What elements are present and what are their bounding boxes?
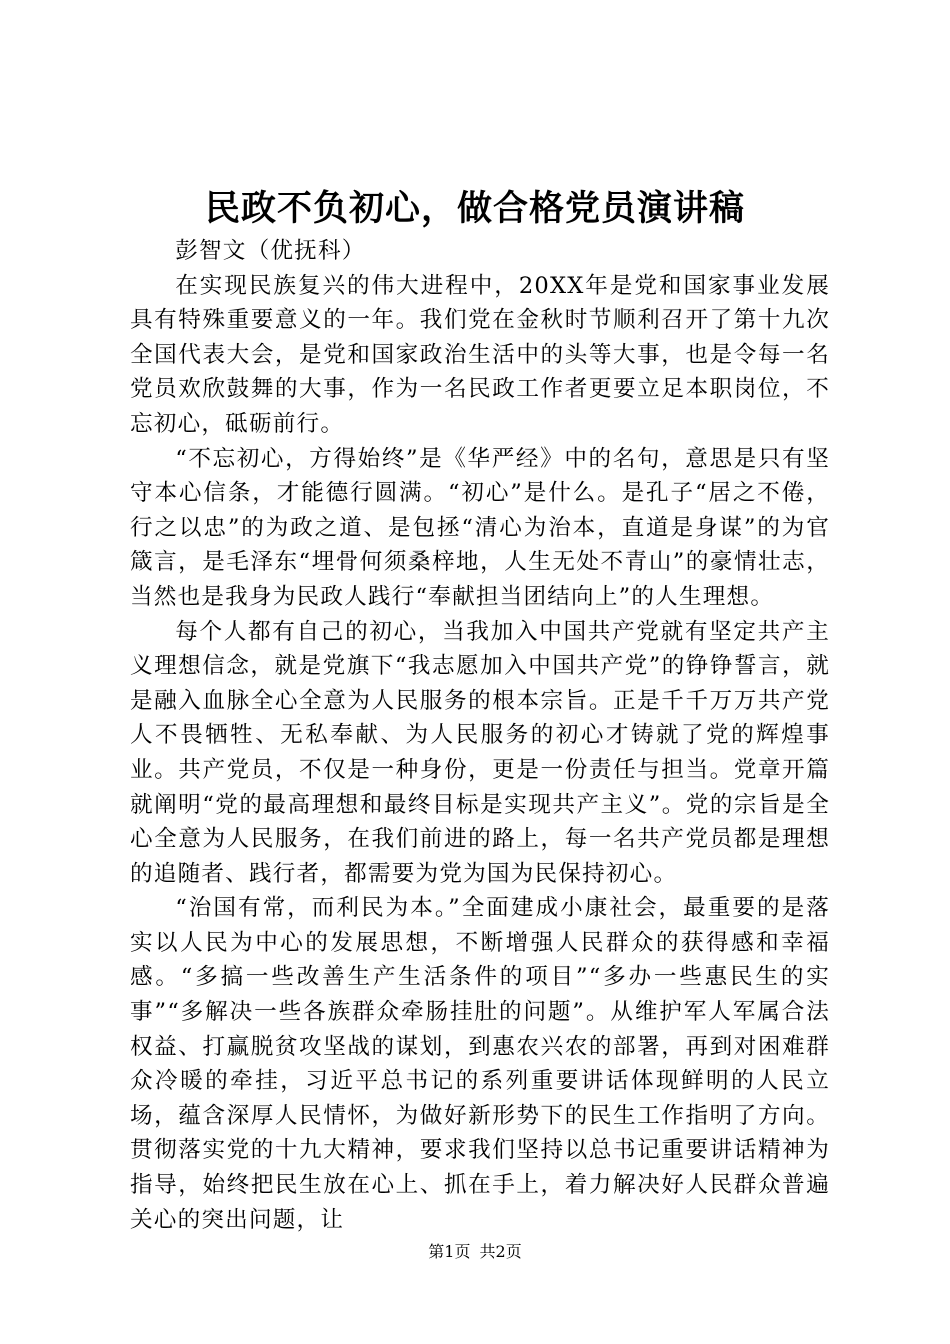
paragraph-1: 在实现民族复兴的伟大进程中，20XX年是党和国家事业发展具有特殊重要意义的一年。我们党在金秋时节顺利召开了第十九次全国代表大会，是党和国家政治生活中的头等大事，也是令每一名党员欢欣鼓舞的大事，作为一名民政工作者更要立足本职岗位，不忘初心，砥砺前行。 [130,272,830,437]
page-total: 共2页 [479,1242,522,1261]
paragraph-4: “治国有常，而利民为本。”全面建成小康社会，最重要的是落实以人民为中心的发展思想，不断增强人民群众的获得感和幸福感。“多搞一些改善生产生活条件的项目”“多办一些惠民生的实事”“多解决一些各族群众牵肠挂肚的问题”。从维护军人军属合法权益、打赢脱贫攻坚战的谋划，到惠农兴农的部署，再到对困难群众冷暖的牵挂，习近平总书记的系列重要讲话体现鲜明的人民立场，蕴含深厚人民情怀，为做好新形势下的民生工作指明了方向。贯彻落实党的十九大精神，要求我们坚持以总书记重要讲话精神为指导，始终把民生放在心上、抓在手上，着力解决好人民群众普遍关心的突出问题，让 [130,895,830,1233]
page-number: 第1页 [428,1242,471,1261]
paragraph-3: 每个人都有自己的初心，当我加入中国共产党就有坚定共产主义理想信念，就是党旗下“我志愿加入中国共产党”的铮铮誓言，就是融入血脉全心全意为人民服务的根本宗旨。正是千千万万共产党人不畏牺牲、无私奉献、为人民服务的初心才铸就了党的辉煌事业。共产党员，不仅是一种身份，更是一份责任与担当。党章开篇就阐明“党的最高理想和最终目标是实现共产主义”。党的宗旨是全心全意为人民服务，在我们前进的路上，每一名共产党员都是理想的追随者、践行者，都需要为党为国为民保持初心。 [130,618,830,887]
document-title: 民政不负初心，做合格党员演讲稿 [204,189,745,229]
page-footer [0,1240,950,1264]
document-body [130,234,830,1237]
author-line: 彭智文（优抚科） [175,238,366,264]
paragraph-2: “不忘初心，方得始终”是《华严经》中的名句，意思是只有坚守本心信条，才能德行圆满。“初心”是什么。是孔子“居之不倦，行之以忠”的为政之道、是包拯“清心为治本，直道是身谋”的为官箴言，是毛泽东“埋骨何须桑梓地，人生无处不青山”的豪情壮志，当然也是我身为民政人践行“奉献担当团结向上”的人生理想。 [130,445,830,610]
